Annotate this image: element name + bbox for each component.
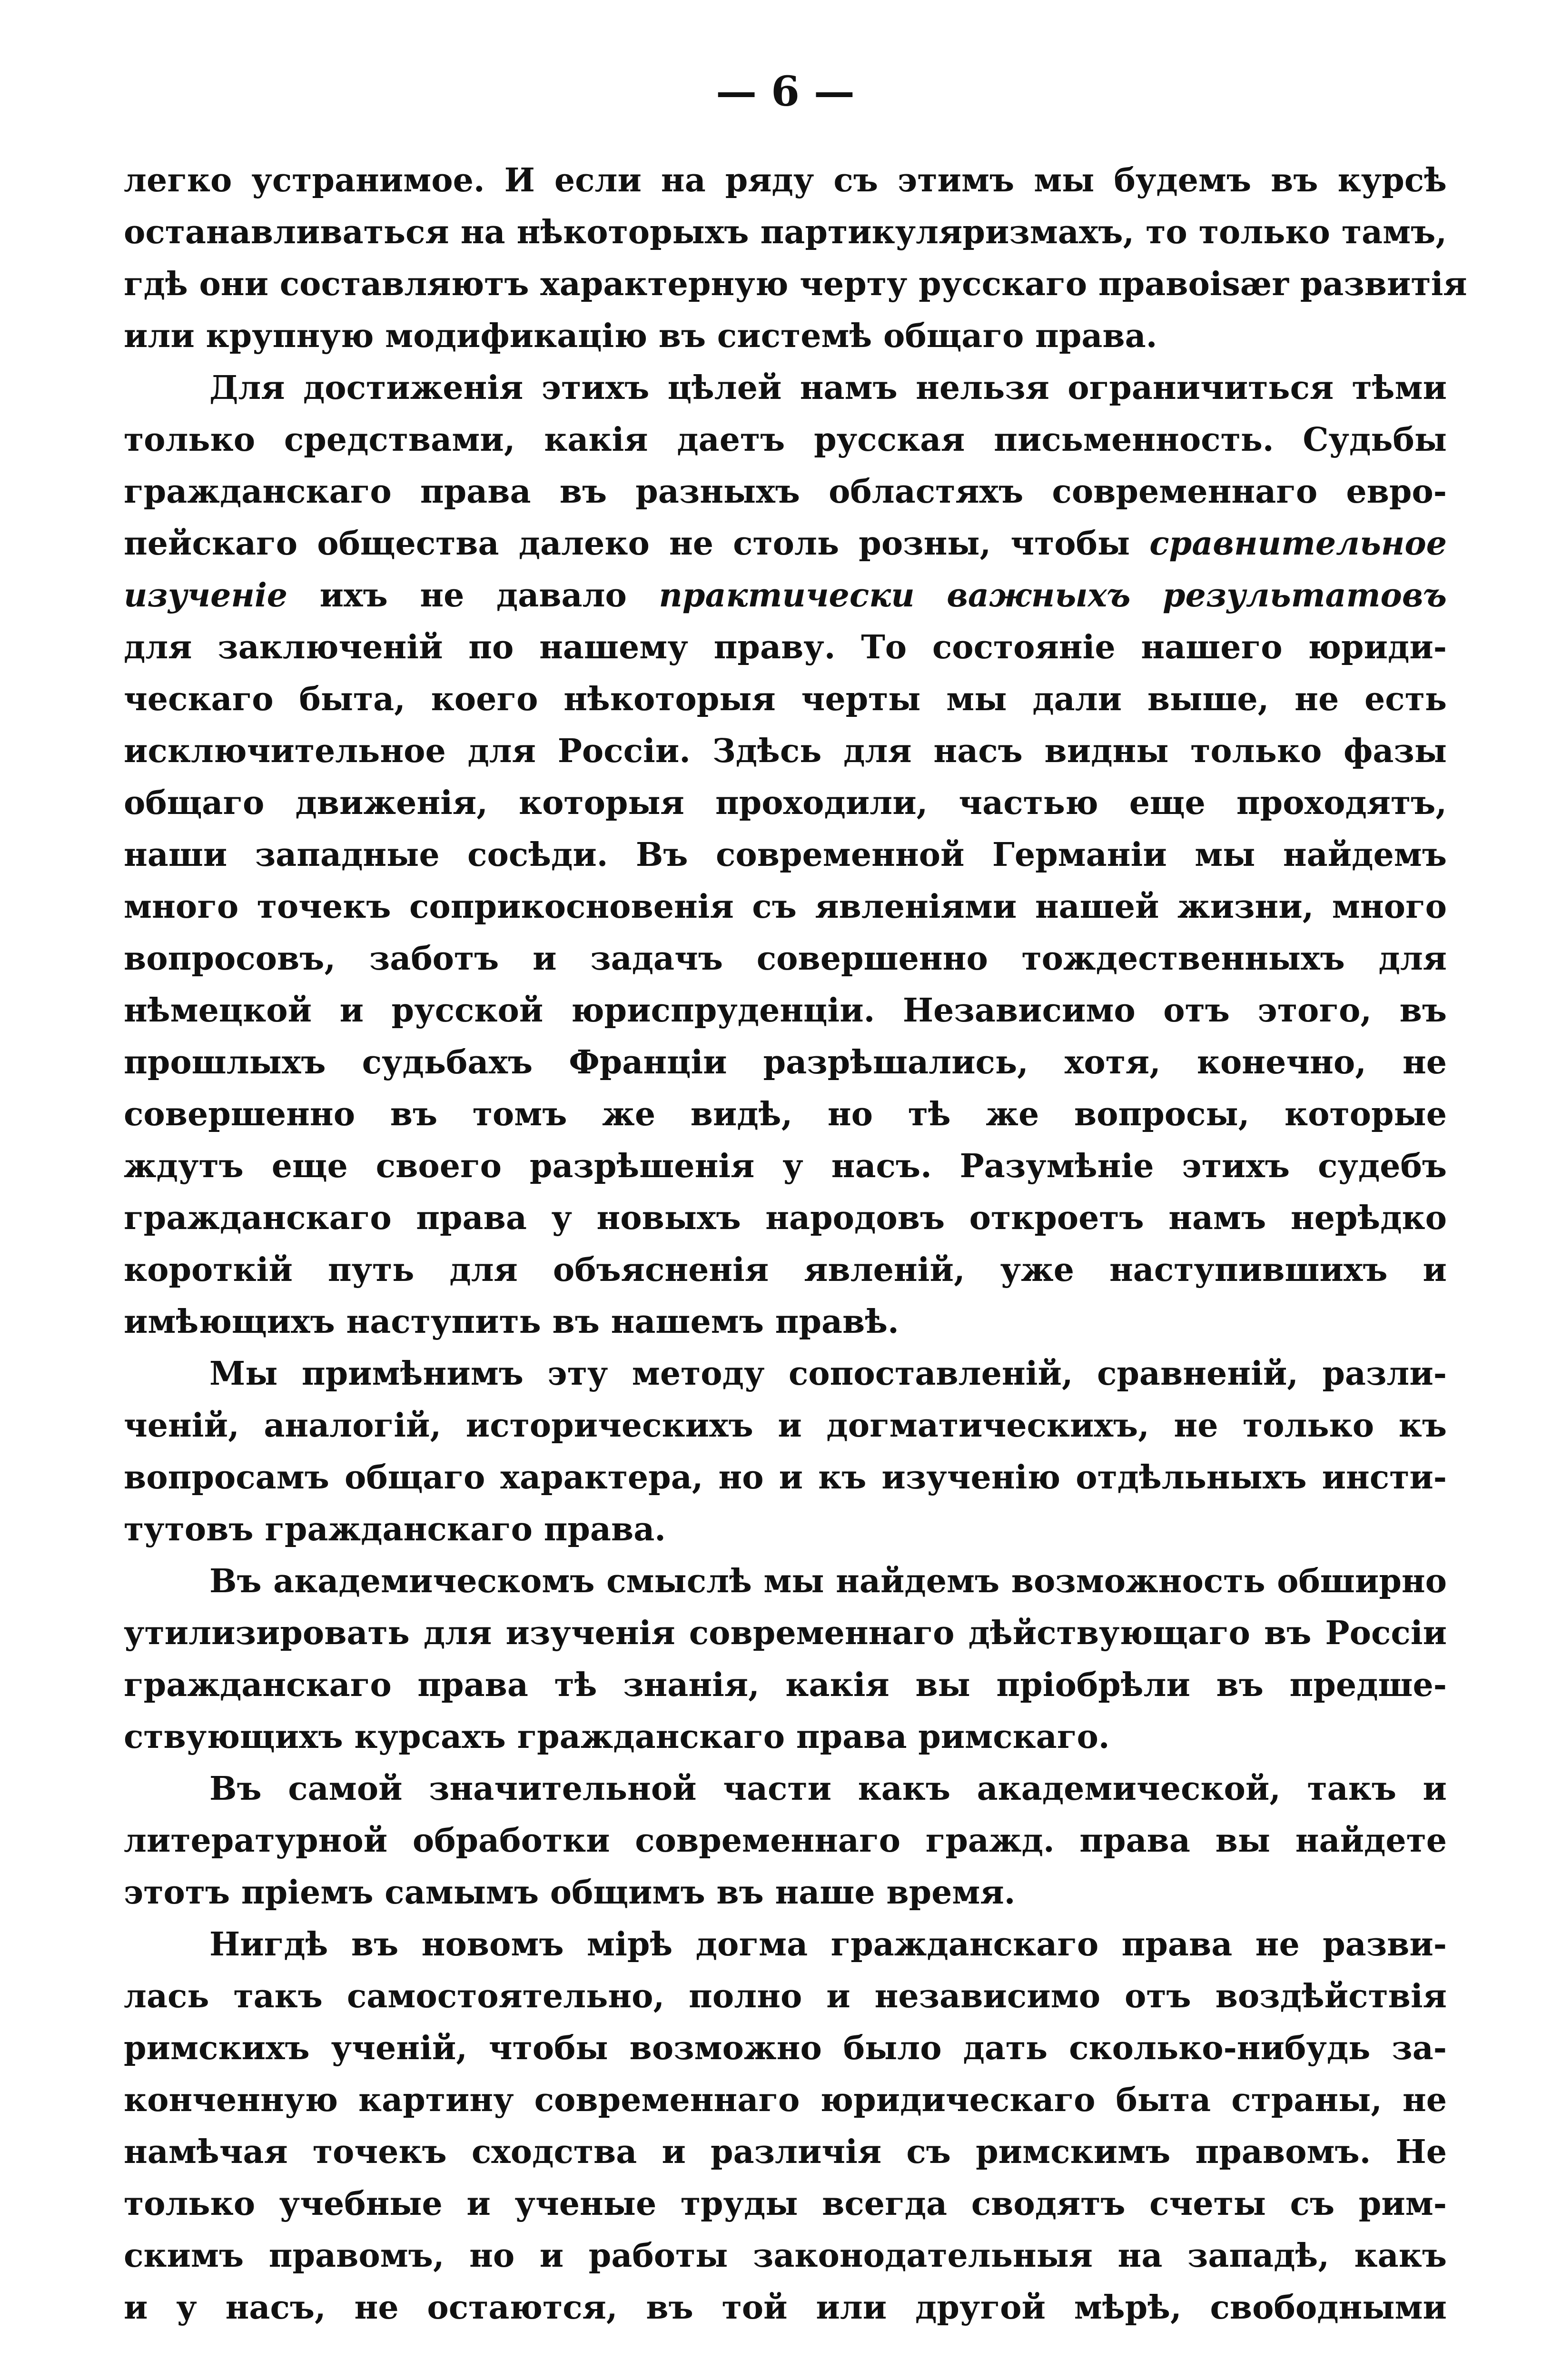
- text-line: гдѣ они составляютъ характерную черту русскаго правоisær развитія: [124, 265, 1467, 303]
- text-line: скимъ правомъ, но и работы законодательныя на западѣ, какъ: [124, 2237, 1447, 2275]
- paragraph-6: [124, 1919, 1447, 2334]
- text-line: останавливаться на нѣкоторыхъ партикуляризмахъ, то только тамъ,: [124, 213, 1447, 251]
- emphasized-text: сравнительное: [1149, 525, 1447, 563]
- text-line: намѣчая точекъ сходства и различія съ римскимъ правомъ. Не: [124, 2133, 1447, 2171]
- text-line: утилизировать для изученія современнаго дѣйствующаго въ Россіи: [124, 1614, 1447, 1652]
- text-line: литературной обработки современнаго гражд. права вы найдете: [124, 1822, 1447, 1860]
- text-line: наши западные сосѣди. Въ современной Германіи мы найдемъ: [124, 836, 1447, 874]
- text-line: Нигдѣ въ новомъ мірѣ догма гражданскаго права не разви-: [209, 1925, 1447, 1964]
- text-line: лась такъ самостоятельно, полно и независимо отъ воздѣйствія: [124, 1977, 1447, 2015]
- text-line: ченій, аналогій, историческихъ и догматическихъ, не только къ: [124, 1407, 1447, 1445]
- paragraph-5: [124, 1763, 1447, 1919]
- text-line: римскихъ ученій, чтобы возможно было дать сколько-нибудь за-: [124, 2029, 1447, 2067]
- text-line: и у насъ, не остаются, въ той или другой мѣрѣ, свободными: [124, 2289, 1447, 2327]
- text-line: короткій путь для объясненія явленій, уже наступившихъ и: [124, 1251, 1447, 1289]
- text-line: легко устранимое. И если на ряду съ этимъ мы будемъ въ курсѣ: [124, 161, 1447, 199]
- text-line: исключительное для Россіи. Здѣсь для насъ видны только фазы: [124, 732, 1447, 770]
- text-line: имѣющихъ наступить въ нашемъ правѣ.: [124, 1303, 899, 1341]
- text-line: гражданскаго права у новыхъ народовъ откроетъ намъ нерѣдко: [124, 1199, 1447, 1237]
- page-number: — 6 —: [716, 68, 855, 116]
- text-line: конченную картину современнаго юридическаго быта страны, не: [124, 2081, 1447, 2119]
- text-line: Для достиженія этихъ цѣлей намъ нельзя ограничиться тѣми: [209, 369, 1447, 407]
- text-line: много точекъ соприкосновенія съ явленіями нашей жизни, много: [124, 888, 1447, 926]
- text-line: Въ академическомъ смыслѣ мы найдемъ возможность обширно: [209, 1562, 1447, 1600]
- text-line: Мы примѣнимъ эту методу сопоставленій, сравненій, разли-: [209, 1355, 1447, 1393]
- text-line: нѣмецкой и русской юриспруденціи. Независимо отъ этого, въ: [124, 992, 1447, 1030]
- page-body: [124, 155, 1467, 2334]
- text-line: или крупную модификацію въ системѣ общаго права.: [124, 317, 1157, 355]
- text-line: прошлыхъ судьбахъ Франціи разрѣшались, хотя, конечно, не: [124, 1043, 1447, 1081]
- text-fragment: пейскаго общества далеко не столь розны, чтобы: [124, 525, 1130, 563]
- paragraph-4: [124, 1556, 1447, 1763]
- text-line: только средствами, какія даетъ русская письменность. Судьбы: [124, 421, 1447, 459]
- document-page: [124, 68, 1467, 2380]
- text-line: ждутъ еще своего разрѣшенія у насъ. Разумѣніе этихъ судебъ: [124, 1147, 1447, 1185]
- text-line: гражданскаго права тѣ знанія, какія вы пріобрѣли въ предше-: [124, 1666, 1447, 1704]
- text-line: этотъ пріемъ самымъ общимъ въ наше время.: [124, 1874, 1016, 1912]
- paragraph-2: [124, 362, 1447, 1348]
- paragraph-3: [124, 1348, 1447, 1556]
- text-line: гражданскаго права въ разныхъ областяхъ современнаго евро-: [124, 473, 1447, 511]
- text-line: совершенно въ томъ же видѣ, но тѣ же вопросы, которые: [124, 1095, 1447, 1133]
- text-line: тутовъ гражданскаго права.: [124, 1510, 666, 1548]
- text-fragment: ихъ не давало: [319, 576, 627, 615]
- text-line: только учебные и ученые труды всегда сводятъ счеты съ рим-: [124, 2185, 1447, 2223]
- text-line: общаго движенія, которыя проходили, частью еще проходятъ,: [124, 784, 1447, 822]
- paragraph-1: [124, 155, 1467, 362]
- text-line-with-emphasis: [124, 570, 1447, 622]
- text-line: вопросовъ, заботъ и задачъ совершенно тождественныхъ для: [124, 940, 1447, 978]
- text-line: ческаго быта, коего нѣкоторыя черты мы дали выше, не есть: [124, 680, 1447, 718]
- text-line: вопросамъ общаго характера, но и къ изученію отдѣльныхъ инсти-: [124, 1458, 1447, 1497]
- emphasized-text: практически важныхъ результатовъ: [659, 576, 1447, 615]
- emphasized-text: изученіе: [124, 576, 288, 615]
- text-line: Въ самой значительной части какъ академической, такъ и: [209, 1770, 1447, 1808]
- text-line-with-emphasis: [124, 518, 1447, 570]
- text-line: ствующихъ курсахъ гражданскаго права римскаго.: [124, 1718, 1110, 1756]
- text-line: для заключеній по нашему праву. То состояніе нашего юриди-: [124, 628, 1447, 666]
